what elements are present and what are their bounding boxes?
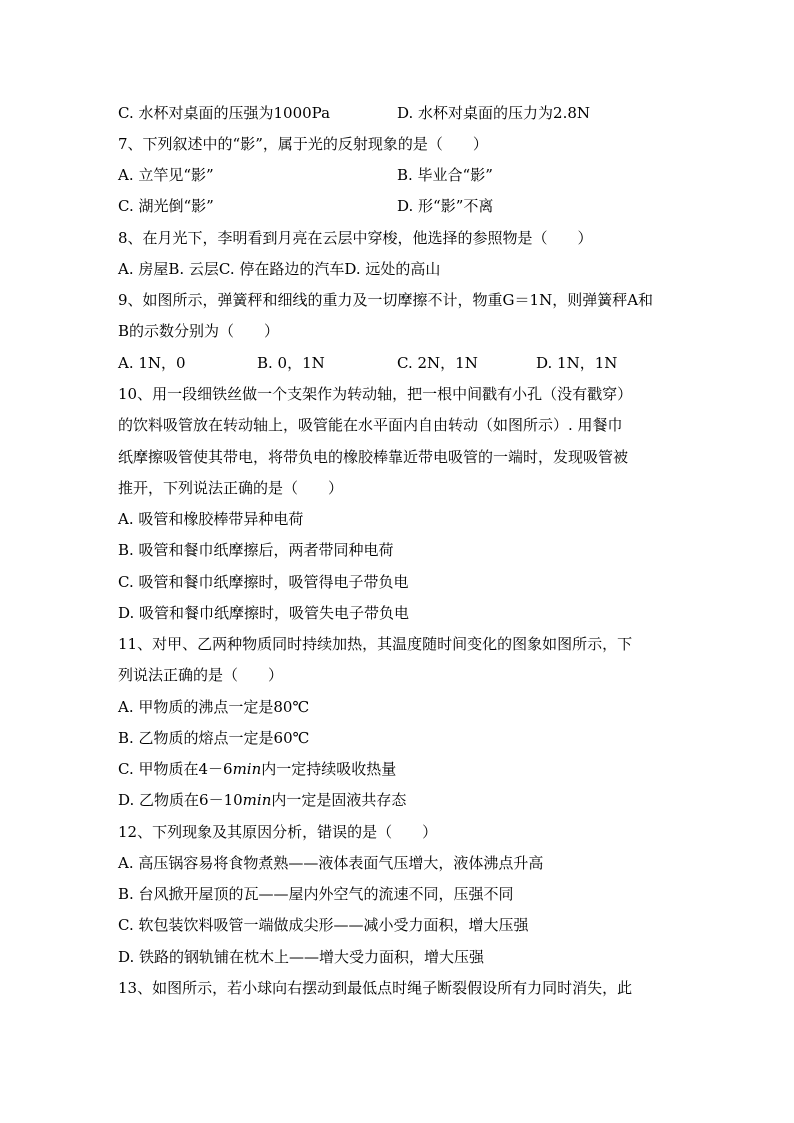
q11-option-c	[118, 759, 396, 779]
q13-stem-line1: 13、如图所示，若小球向右摆动到最低点时绳子断裂假设所有力同时消失，此	[118, 979, 633, 997]
q7-option-c: C. 湖光倒“影”	[118, 197, 214, 215]
q11-stem-line1: 11、对甲、乙两种物质同时持续加热，其温度随时间变化的图象如图所示，下	[118, 635, 633, 653]
q11-option-c-post: 内一定持续吸收热量	[261, 760, 397, 778]
q12-option-d: D. 铁路的钢轨铺在枕木上——增大受力面积，增大压强	[118, 948, 485, 966]
q9-option-d: D. 1N，1N	[536, 354, 618, 372]
q10-stem-line3: 纸摩擦吸管使其带电，将带负电的橡胶棒靠近带电吸管的一端时，发现吸管被	[118, 448, 629, 466]
q9-option-b: B. 0，1N	[257, 354, 325, 372]
q7-option-b: B. 毕业合“影”	[397, 166, 493, 184]
q9-option-c: C. 2N，1N	[397, 354, 478, 372]
q10-option-b: B. 吸管和餐巾纸摩擦后，两者带同种电荷	[118, 541, 394, 559]
q11-option-d-post: 内一定是固液共存态	[271, 791, 407, 809]
q10-stem-line1: 10、用一段细铁丝做一个支架作为转动轴，把一根中间戳有小孔（没有戳穿）	[118, 385, 633, 403]
q11-option-c-pre: C. 甲物质在4－6	[118, 760, 233, 778]
q12-stem: 12、下列现象及其原因分析，错误的是（ ）	[118, 823, 438, 841]
q6-option-c: C. 水杯对桌面的压强为1000Pa	[118, 104, 331, 122]
q12-option-a: A. 高压锅容易将食物煮熟——液体表面气压增大，液体沸点升高	[118, 854, 544, 872]
q12-option-b: B. 台风掀开屋顶的瓦——屋内外空气的流速不同，压强不同	[118, 885, 514, 903]
q11-option-d-pre: D. 乙物质在6－10	[118, 791, 243, 809]
q6-option-d: D. 水杯对桌面的压力为2.8N	[397, 104, 591, 122]
q10-option-c: C. 吸管和餐巾纸摩擦时，吸管得电子带负电	[118, 573, 409, 591]
q9-stem-line1: 9、如图所示，弹簧秤和细线的重力及一切摩擦不计，物重G＝1N，则弹簧秤A和	[118, 291, 654, 309]
q11-option-d-unit: min	[242, 791, 272, 809]
q10-option-d: D. 吸管和餐巾纸摩擦时，吸管失电子带负电	[118, 604, 410, 622]
q7-stem: 7、下列叙述中的“影”，属于光的反射现象的是（ ）	[118, 135, 488, 153]
q11-option-d	[118, 790, 406, 810]
q9-stem-line2: B的示数分别为（ ）	[118, 322, 280, 340]
q8-options: A. 房屋B. 云层C. 停在路边的汽车D. 远处的高山	[118, 260, 441, 278]
q7-option-d: D. 形“影”不离	[397, 197, 494, 215]
q10-stem-line4: 推开，下列说法正确的是（ ）	[118, 479, 344, 497]
q11-option-a: A. 甲物质的沸点一定是80℃	[118, 698, 310, 716]
q11-stem-line2: 列说法正确的是（ ）	[118, 666, 284, 684]
q10-option-a: A. 吸管和橡胶棒带异种电荷	[118, 510, 304, 528]
q7-option-a: A. 立竿见“影”	[118, 166, 214, 184]
q11-option-c-unit: min	[232, 760, 262, 778]
q9-option-a: A. 1N，0	[118, 354, 186, 372]
q12-option-c: C. 软包装饮料吸管一端做成尖形——减小受力面积，增大压强	[118, 916, 529, 934]
q11-option-b: B. 乙物质的熔点一定是60℃	[118, 729, 310, 747]
q8-stem: 8、在月光下，李明看到月亮在云层中穿梭，他选择的参照物是（ ）	[118, 229, 593, 247]
q10-stem-line2: 的饮料吸管放在转动轴上，吸管能在水平面内自由转动（如图所示）. 用餐巾	[118, 416, 623, 434]
